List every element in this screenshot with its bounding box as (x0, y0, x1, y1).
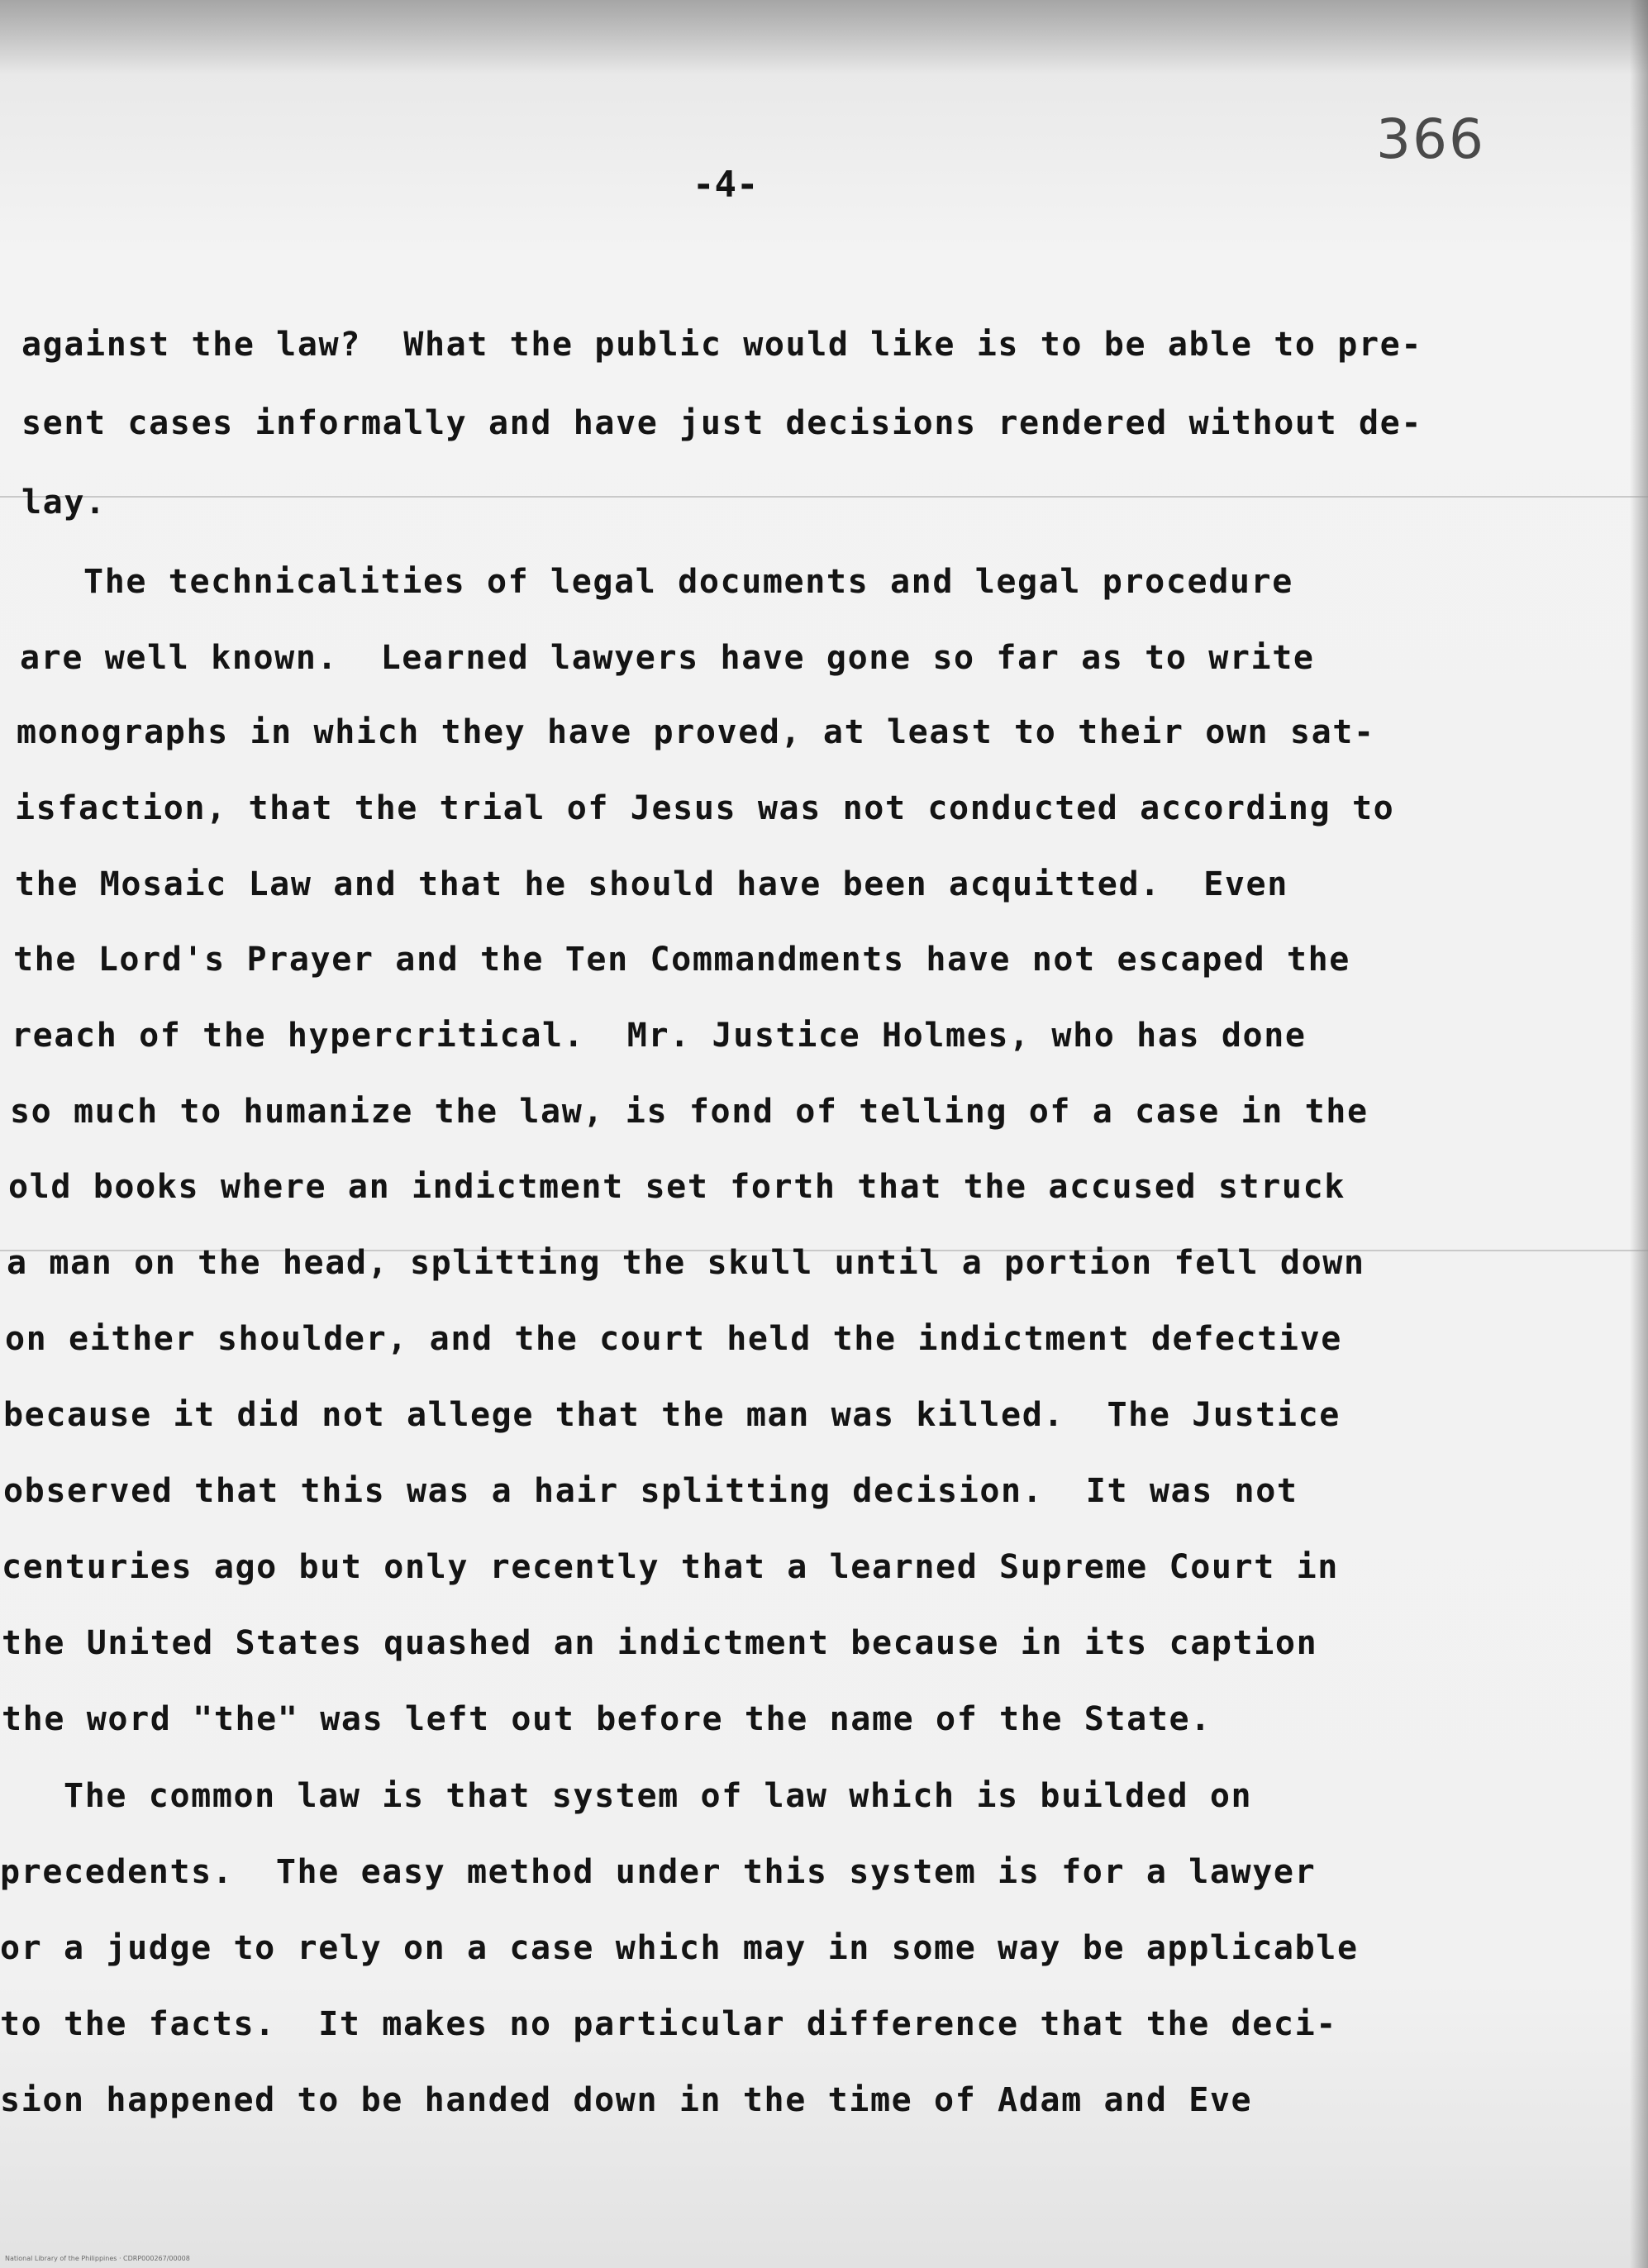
text-line: a man on the head, splitting the skull until a portion fell down (7, 1244, 1365, 1282)
text-line: on either shoulder, and the court held the indictment defective (5, 1320, 1342, 1358)
text-line: or a judge to rely on a case which may in some way be applicable (0, 1929, 1359, 1967)
text-line: centuries ago but only recently that a learned Supreme Court in (2, 1548, 1339, 1586)
text-line: reach of the hypercritical. Mr. Justice Holmes, who has done (12, 1017, 1307, 1055)
scan-fold-line (0, 496, 1648, 498)
scan-right-edge-shadow (1630, 0, 1648, 2268)
text-line: old books where an indictment set forth that the accused struck (8, 1168, 1346, 1206)
text-line: to the facts. It makes no particular difference that the deci- (0, 2005, 1337, 2043)
text-line: against the law? What the public would like is to be able to pre- (21, 326, 1423, 364)
text-line: the word "the" was left out before the name of the State. (2, 1700, 1212, 1738)
text-line: The common law is that system of law which is builded on (0, 1777, 1253, 1815)
text-line: The technicalities of legal documents and legal procedure (20, 563, 1293, 601)
text-line: so much to humanize the law, is fond of telling of a case in the (10, 1093, 1369, 1131)
scan-top-shadow (0, 0, 1648, 74)
text-line: lay. (21, 484, 107, 522)
text-line: sent cases informally and have just decisions rendered without de- (21, 404, 1423, 442)
text-line: because it did not allege that the man was killed. The Justice (3, 1396, 1341, 1434)
text-line: isfaction, that the trial of Jesus was not conducted according to (15, 789, 1395, 827)
text-line: are well known. Learned lawyers have gone so far as to write (20, 639, 1315, 677)
text-line: sion happened to be handed down in the time of Adam and Eve (0, 2081, 1253, 2119)
text-line: the United States quashed an indictment because in its caption (2, 1624, 1318, 1662)
scan-footer-credit: National Library of the Philippines · CDRP000267/00008 (5, 2255, 190, 2262)
text-line: the Mosaic Law and that he should have been acquitted. Even (15, 865, 1288, 903)
archive-stamp-number: 366 (1376, 107, 1485, 171)
text-line: the Lord's Prayer and the Ten Commandments have not escaped the (13, 941, 1350, 979)
page-number: -4- (693, 164, 759, 206)
text-line: observed that this was a hair splitting decision. It was not (3, 1472, 1298, 1510)
text-line: monographs in which they have proved, at least to their own sat- (17, 713, 1375, 751)
text-line: precedents. The easy method under this system is for a lawyer (0, 1853, 1317, 1891)
